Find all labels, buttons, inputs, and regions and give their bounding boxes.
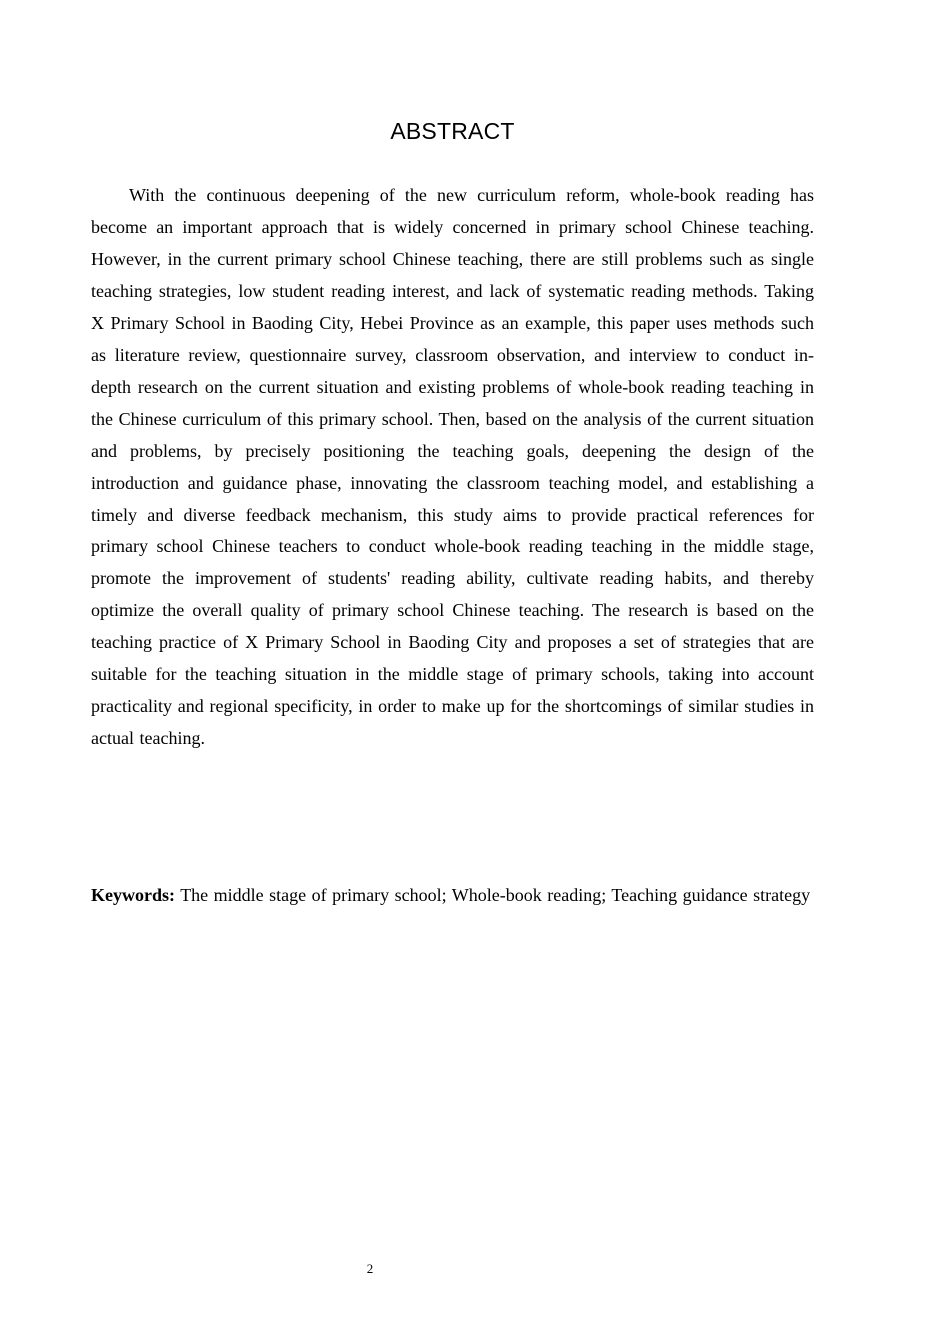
keywords-text: The middle stage of primary school; Whole-book reading; Teaching guidance strategy <box>180 885 811 905</box>
abstract-title: ABSTRACT <box>390 118 515 144</box>
page-number: 2 <box>366 1261 374 1276</box>
abstract-body: With the continuous deepening of the new curriculum reform, whole-book reading has become an important approach that is widely concerned in primary school Chinese teaching. However, in the current primary school Chinese teaching, there are still problems such as single teaching strategies, low student reading interest, and lack of systematic reading methods. Taking X Primary School in Baoding City, Hebei Province as an example, this paper uses methods such as literature review, questionnaire survey, classroom observation, and interview to conduct in-depth research on the current situation and existing problems of whole-book reading teaching in the Chinese curriculum of this primary school. Then, based on the analysis of the current situation and problems, by precisely positioning the teaching goals, deepening the design of the introduction and guidance phase, innovating the classroom teaching model, and establishing a timely and diverse feedback mechanism, this study aims to provide practical references for primary school Chinese teachers to conduct whole-book reading teaching in the middle stage, promote the improvement of students' reading ability, cultivate reading habits, and thereby optimize the overall quality of primary school Chinese teaching. The research is based on the teaching practice of X Primary School in Baoding City and proposes a set of strategies that are suitable for the teaching situation in the middle stage of primary schools, taking into account practicality and regional specificity, in order to make up for the shortcomings of similar studies in actual teaching. <box>91 185 814 749</box>
keywords-paragraph <box>91 879 814 911</box>
keywords-label: Keywords: <box>91 885 175 905</box>
